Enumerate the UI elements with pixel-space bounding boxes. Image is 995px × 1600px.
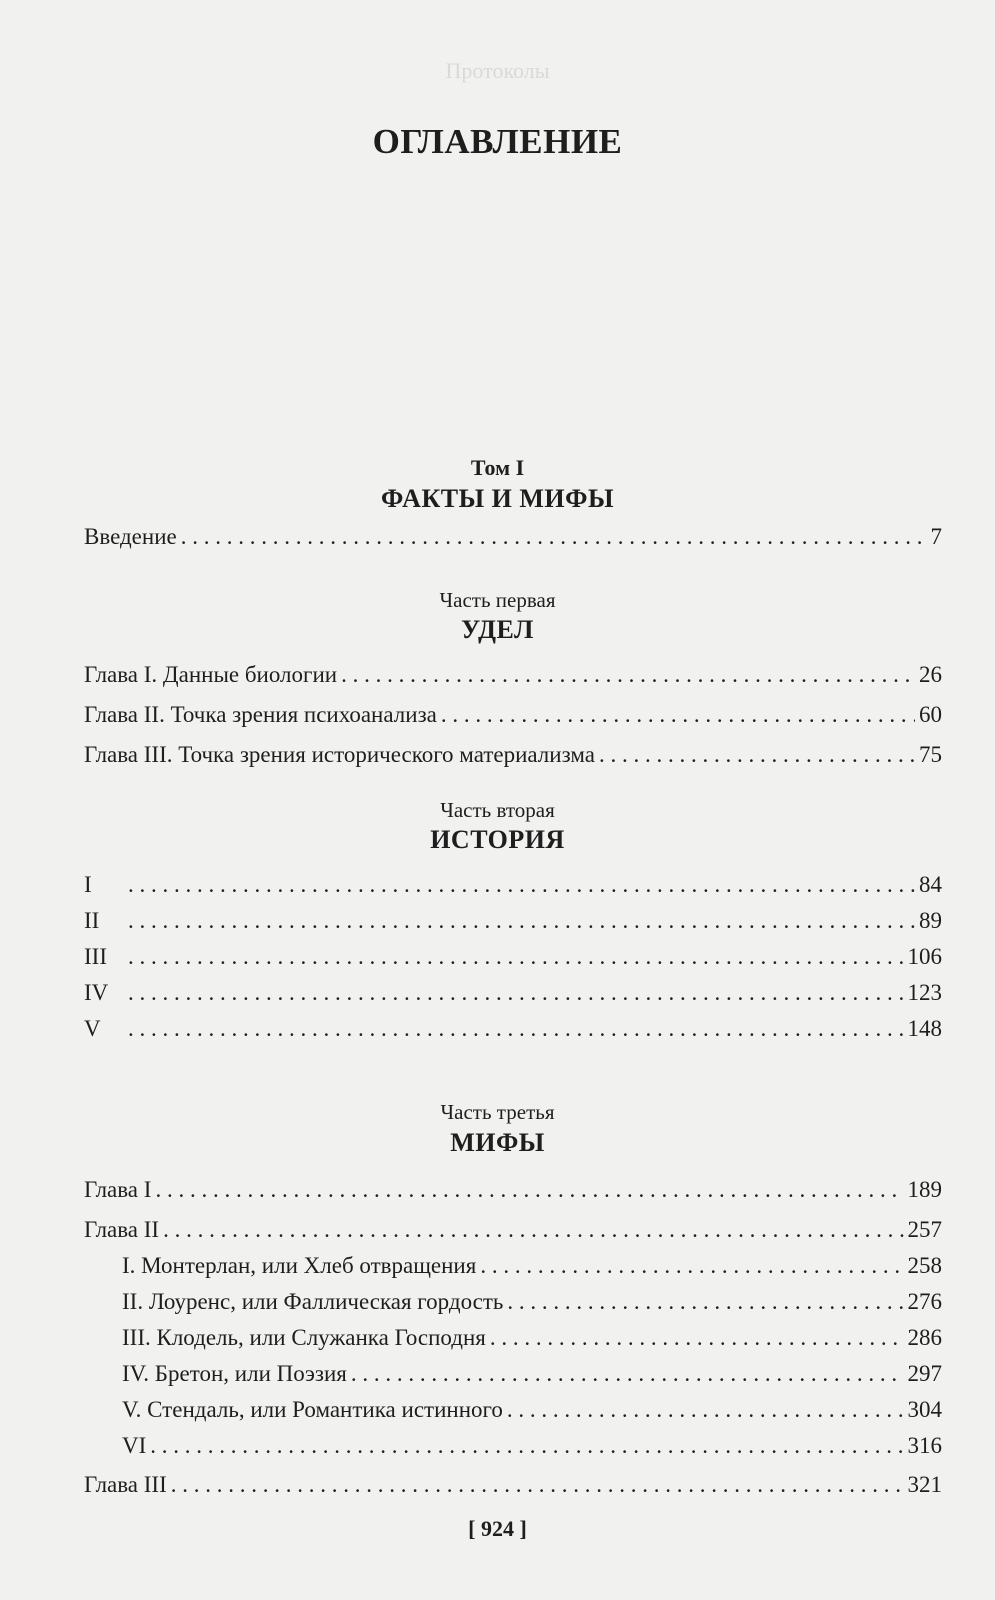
dot-leader (599, 740, 915, 770)
toc-entry-page: 321 (907, 1472, 942, 1497)
toc-entry-page: 84 (919, 872, 942, 897)
toc-entry-title: III (84, 944, 107, 969)
toc-entry[interactable] (84, 700, 942, 730)
toc-entry-title: Глава II. Точка зрения психоанализа (84, 702, 437, 727)
dot-leader (128, 978, 904, 1008)
toc-subentry[interactable] (122, 1251, 942, 1281)
dot-leader (128, 906, 915, 936)
toc-entry[interactable] (84, 1014, 942, 1044)
toc-entry[interactable] (84, 660, 942, 690)
part3-label: Часть третья (440, 1100, 555, 1124)
dot-leader (128, 870, 915, 900)
toc-entry-title: Глава III. Точка зрения исторического материализма (84, 742, 595, 767)
dot-leader (150, 1431, 903, 1461)
toc-entry-page: 258 (907, 1253, 942, 1278)
page-title: ОГЛАВЛЕНИЕ (372, 122, 623, 161)
toc-entry-page: 60 (919, 702, 942, 727)
dot-leader (171, 1470, 904, 1500)
toc-entry-page: 26 (919, 662, 942, 687)
toc-entry[interactable] (84, 870, 942, 900)
dot-leader (181, 522, 927, 552)
toc-entry-page: 316 (907, 1433, 942, 1458)
toc-entry[interactable] (84, 1470, 942, 1500)
dot-leader (128, 942, 904, 972)
toc-entry[interactable] (84, 1215, 942, 1245)
part2-label: Часть вторая (440, 798, 555, 822)
toc-entry-title: V (84, 1016, 101, 1041)
toc-entry-title: I (84, 872, 92, 897)
toc-entry-title: II. Лоуренс, или Фаллическая гордость (122, 1289, 504, 1314)
toc-entry[interactable] (84, 942, 942, 972)
dot-leader (441, 700, 915, 730)
volume-label: Том I (470, 455, 525, 480)
toc-entry-page: 304 (907, 1397, 942, 1422)
toc-subentry[interactable] (122, 1431, 942, 1461)
toc-subentry[interactable] (122, 1359, 942, 1389)
volume-title: ФАКТЫ И МИФЫ (380, 484, 615, 513)
dot-leader (155, 1175, 903, 1205)
dot-leader (480, 1251, 903, 1281)
dot-leader (351, 1359, 904, 1389)
toc-entry-page: 257 (907, 1217, 942, 1242)
toc-entry-title: VI (122, 1433, 147, 1458)
toc-entry[interactable] (84, 740, 942, 770)
toc-subentry[interactable] (122, 1323, 942, 1353)
toc-entry-page: 75 (919, 742, 942, 767)
toc-entry-title: III. Клодель, или Служанка Господня (122, 1325, 486, 1350)
toc-entry-page: 123 (907, 980, 942, 1005)
toc-entry-page: 276 (907, 1289, 942, 1314)
toc-entry-title: IV (84, 980, 109, 1005)
dot-leader (507, 1395, 904, 1425)
part3-title: МИФЫ (450, 1128, 545, 1157)
dot-leader (163, 1215, 903, 1245)
toc-entry-page: 89 (919, 908, 942, 933)
part1-label: Часть первая (439, 588, 556, 612)
toc-entry-title: IV. Бретон, или Поэзия (122, 1361, 347, 1386)
toc-entry-introduction[interactable] (84, 522, 942, 552)
dot-leader (507, 1287, 903, 1317)
toc-entry-title: Глава III (84, 1472, 167, 1497)
toc-entry-title: Введение (84, 524, 177, 549)
toc-entry-page: 189 (907, 1177, 942, 1202)
page-number: [ 924 ] (468, 1516, 527, 1541)
toc-entry-title: Глава I. Данные биологии (84, 662, 338, 687)
toc-entry-page: 106 (907, 944, 942, 969)
toc-entry-title: I. Монтерлан, или Хлеб отвращения (122, 1253, 477, 1278)
part2-title: ИСТОРИЯ (430, 825, 565, 854)
faded-running-header: Протоколы (445, 58, 550, 83)
dot-leader (128, 1014, 904, 1044)
toc-entry[interactable] (84, 906, 942, 936)
toc-entry-page: 148 (907, 1016, 942, 1041)
toc-entry-page: 297 (907, 1361, 942, 1386)
toc-entry-title: Глава I (84, 1177, 152, 1202)
toc-entry-title: II (84, 908, 100, 933)
toc-entry[interactable] (84, 978, 942, 1008)
toc-entry-title: Глава II (84, 1217, 160, 1242)
toc-entry-page: 7 (930, 524, 942, 549)
toc-subentry[interactable] (122, 1395, 942, 1425)
part1-title: УДЕЛ (461, 615, 534, 644)
toc-subentry[interactable] (122, 1287, 942, 1317)
dot-leader (341, 660, 915, 690)
toc-entry-page: 286 (907, 1325, 942, 1350)
toc-entry-title: V. Стендаль, или Романтика истинного (122, 1397, 503, 1422)
toc-entry[interactable] (84, 1175, 942, 1205)
dot-leader (490, 1323, 904, 1353)
